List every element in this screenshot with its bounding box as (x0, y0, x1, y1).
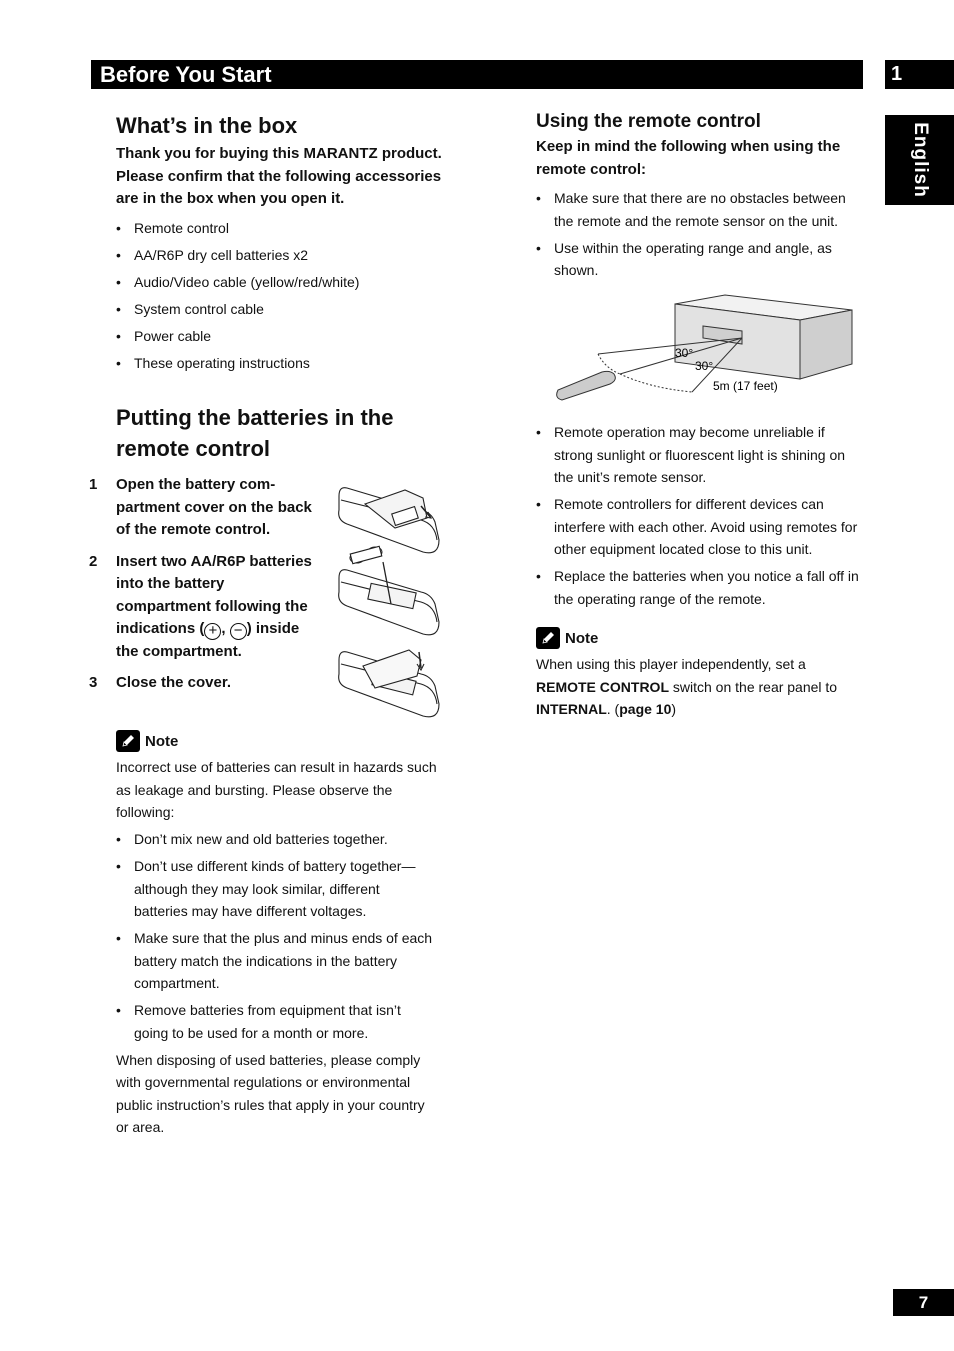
list-item: • Power cable (116, 325, 451, 348)
distance-label: 5m (17 feet) (713, 379, 778, 393)
step-3 (89, 672, 319, 695)
step-number: 2 (89, 552, 98, 570)
accessories-list (116, 217, 451, 375)
step-text-part: ) inside the compartment. (116, 620, 300, 660)
list-item: • Replace the batteries when you notice a fall off in the operating range of the remote. (536, 565, 866, 610)
list-item: • Don’t mix new and old batteries together. (116, 828, 436, 851)
battery-installation-illustration (335, 480, 445, 725)
internal-setting-name: INTERNAL (536, 701, 607, 717)
battery-note-label: Note (145, 732, 179, 750)
pencil-note-icon (116, 730, 140, 752)
step-text: Open the battery compartment cover on the back of the remote control. (116, 476, 312, 538)
note-text-part: . ( (606, 701, 620, 717)
note-text-part: ) (671, 701, 677, 717)
list-item: • Don’t use different kinds of battery together—although they may look similar, different batteries may have different voltages. (116, 855, 436, 923)
note-text-part: When using this player independently, set a (536, 656, 806, 672)
list-item: • Remote operation may become unreliable if strong sunlight or fluorescent light is shining on the unit’s remote sensor. (536, 421, 866, 489)
list-item: • Audio/Video cable (yellow/red/white) (116, 271, 451, 294)
step-text: Close the cover. (116, 674, 232, 691)
battery-disposal-text: When disposing of used batteries, please comply with governmental regulations or environmental public instruction’s rules that apply in your country or area. (116, 1051, 425, 1135)
battery-note-intro: Incorrect use of batteries can result in hazards such as leakage and bursting. Please observe the following: (116, 759, 437, 820)
step-text-part: , (221, 620, 230, 637)
remote-usage-section (536, 111, 866, 286)
remote-usage-heading: Using the remote control (536, 111, 761, 132)
whats-in-box-intro: Thank you for buying this MARANTZ product. Please confirm that the following accessories are in the box when you open it. (116, 145, 442, 207)
page-number: 7 (893, 1289, 954, 1316)
pencil-note-icon (536, 627, 560, 649)
page-reference: page 10 (619, 701, 672, 717)
step-text-part: Insert two AA/R6P batteries into the battery compartment following the indications ( (116, 552, 312, 637)
battery-note-header (116, 730, 451, 752)
battery-note (116, 730, 451, 1139)
note-text-part: switch on the rear panel to (669, 678, 838, 695)
angle-top-label: 30° (675, 346, 694, 360)
list-item: • Make sure that the plus and minus ends of each battery match the indications in the battery compartment. (116, 927, 436, 995)
chapter-number-text: 1 (891, 63, 903, 85)
remote-note-label: Note (565, 629, 599, 647)
page-title: Before You Start (100, 62, 272, 87)
list-item: • Remove batteries from equipment that isn’t going to be used for a month or more. (116, 999, 436, 1044)
minus-polarity-icon: − (230, 623, 247, 640)
angle-bottom-label: 30° (695, 359, 714, 373)
remote-range-diagram (550, 292, 860, 407)
list-item: • Use within the operating range and angle, as shown. (536, 237, 866, 282)
list-item: • These operating instructions (116, 352, 451, 375)
step-text (116, 551, 319, 664)
remote-reliability-list (536, 421, 866, 610)
list-item: • System control cable (116, 298, 451, 321)
remote-usage-list (536, 187, 866, 282)
whats-in-box-section (116, 110, 451, 379)
remote-control-switch-name: REMOTE CONTROL (536, 678, 669, 695)
step-number: 1 (89, 476, 98, 493)
step-number: 3 (89, 674, 98, 691)
chapter-number (885, 60, 954, 89)
plus-polarity-icon: + (204, 623, 221, 640)
step-2 (89, 551, 319, 664)
list-item: • Remote control (116, 217, 451, 240)
remote-usage-intro: Keep in mind the following when using the remote control: (536, 138, 841, 178)
remote-note-header (536, 627, 866, 649)
whats-in-box-heading: What’s in the box (116, 113, 298, 138)
language-tab (885, 115, 954, 205)
remote-note (536, 627, 866, 721)
list-item: • Make sure that there are no obstacles between the remote and the remote sensor on the unit. (536, 187, 866, 232)
battery-steps (89, 474, 319, 704)
step-1 (89, 474, 319, 542)
list-item: • AA/R6P dry cell batteries x2 (116, 244, 451, 267)
remote-reliability-notes (536, 421, 866, 615)
remote-note-text (536, 653, 866, 721)
list-item: • Remote controllers for different devices can interfere with each other. Avoid using remotes for other equipment located close to this unit. (536, 493, 866, 561)
language-tab-label: English (909, 122, 931, 198)
battery-warnings-list (116, 828, 436, 1044)
batteries-heading: Putting the batteries in the remote control (116, 405, 394, 461)
